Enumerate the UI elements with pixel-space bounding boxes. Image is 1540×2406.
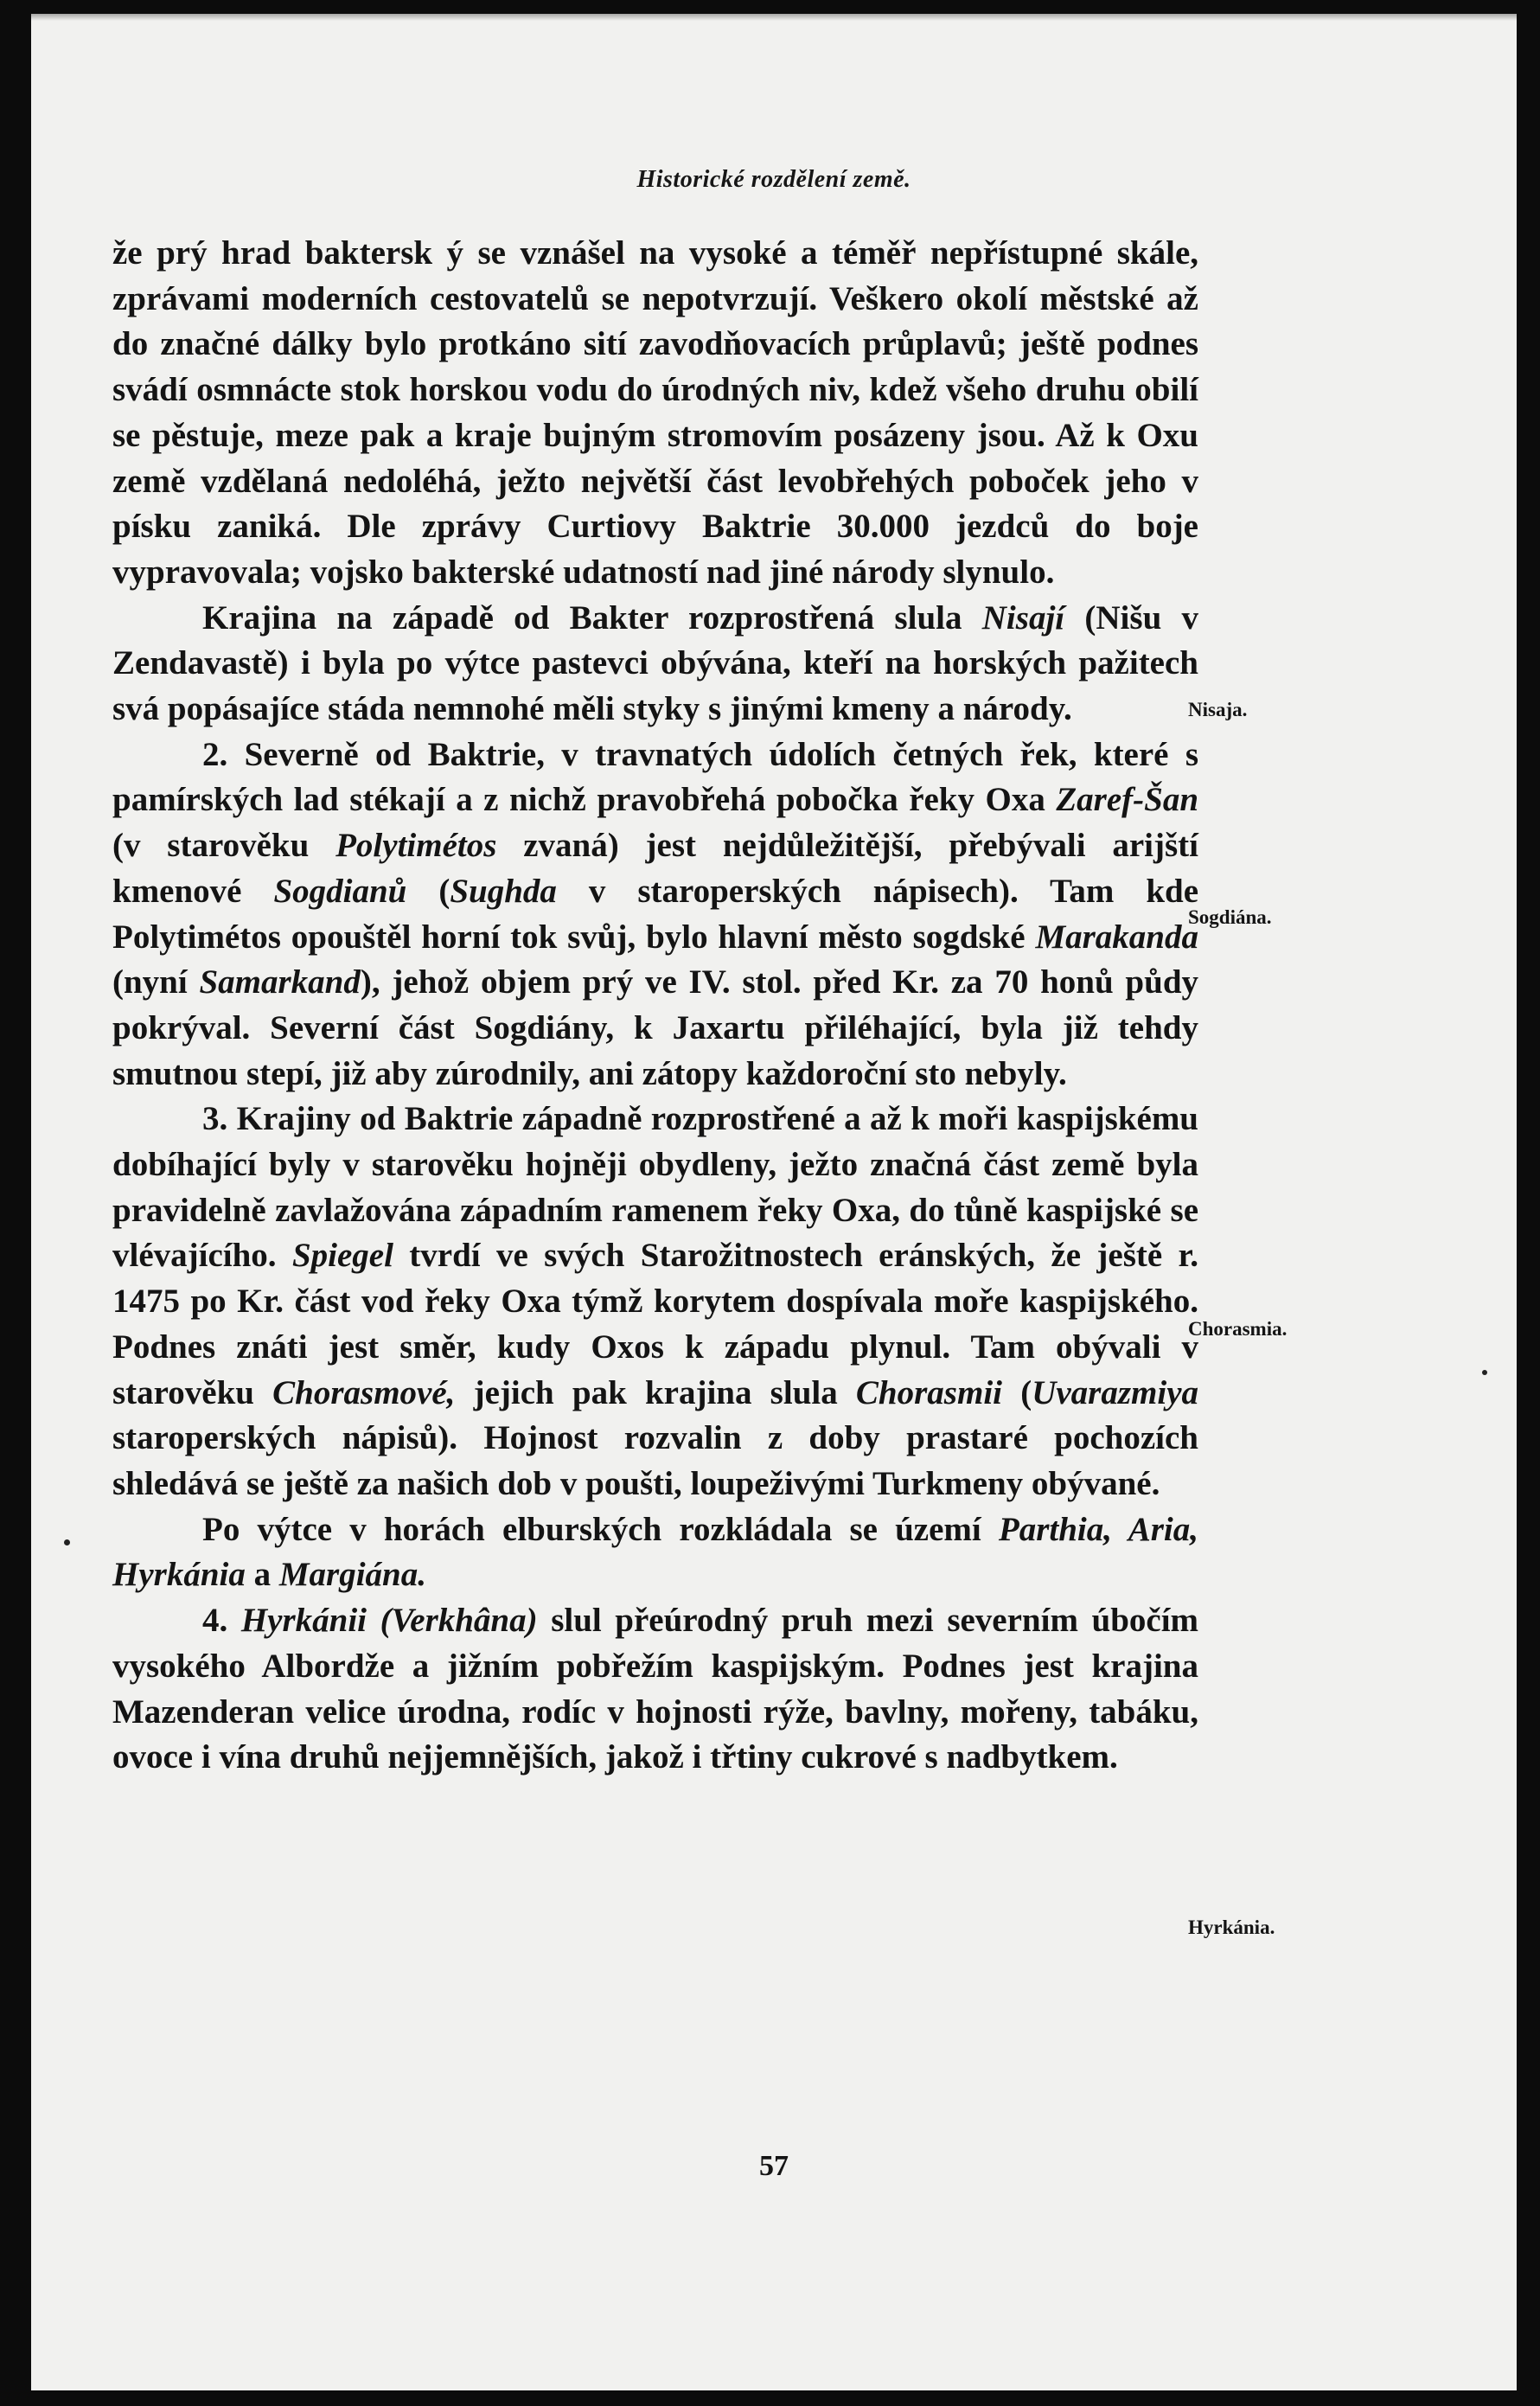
page-number: 57 [759, 2150, 789, 2182]
term-polytimetos: Polytimétos [335, 827, 497, 865]
term-margiana: Margiána. [278, 1556, 426, 1594]
body-text [112, 231, 1198, 1781]
paragraph-sogdiana: 2. Severně od Baktrie, v travnatých údolích četných řek, které s pamírských lad stékají a z nichž pravobřehá pobočka řeky Oxa Zaref-Šan (v starověku Polytimétos zvaná) jest nejdůležitější, přebývali arijští kmenové Sogdianů (Sughda v staroperských nápisech). Tam kde Polytimétos opouštěl horní tok svůj, bylo hlavní město sogdské Marakanda (nyní Samarkand), jehož objem prý ve IV. stol. před Kr. za 70 honů půdy pokrýval. Severní část Sogdiány, k Jaxartu přiléhající, byla již tehdy smutnou stepí, již aby zúrodnily, ani zátopy každoroční sto nebyly. [112, 735, 1199, 1092]
print-speck [1482, 1370, 1487, 1375]
term-marakanda: Marakanda [1035, 918, 1198, 956]
term-samarkand: Samarkand [199, 963, 361, 1001]
margin-note-nisaja: Nisaja. [1188, 699, 1248, 720]
paragraph-elburs: Po výtce v horách elburských rozkládala se území Parthia, Aria, Hyrkánia a Margiána. [112, 1510, 1198, 1594]
paragraph-baktra-continued: že prý hrad baktersk ý se vznášel na vysoké a téměř nepřístupné skále, zprávami moderních cestovatelů se nepotvrzují. Veškero okolí městské až do značné dálky bylo protkáno sití zavodňovacích průplavů; ještě podnes svádí osmnácte stok horskou vodu do úrodných niv, kdež všeho druhu obilí se pěstuje, meze pak a kraje bujným stromovím posázeny jsou. Až k Oxu země vzdělaná nedoléhá, ježto největší část levobřehých poboček jeho v písku zaniká. Dle zprávy Curtiovy Baktrie 30.000 jezdců do boje vypravovala; vojsko bakterské udatností nad jiné národy slynulo. [112, 234, 1198, 591]
paragraph-chorasmia: 3. Krajiny od Baktrie západně rozprostřené a až k moři kaspijskému dobíhající byly v starověku hojněji obydleny, ježto značná část země byla pravidelně zavlažována západním ramenem řeky Oxa, do tůně kaspijské se vlévajícího. Spiegel tvrdí ve svých Starožitnostech eránských, že ještě r. 1475 po Kr. část vod řeky Oxa týmž korytem dospívala moře kaspijského. Podnes znáti jest směr, kudy Oxos k západu plynul. Tam obývali v starověku Chorasmové, jejich pak krajina slula Chorasmii (Uvarazmiya staroperských nápisů). Hojnost rozvalin z doby prastaré pochozích shledává se ještě za našich dob v poušti, loupeživými Turkmeny obývané. [112, 1100, 1199, 1502]
term-chorasmove: Chorasmové, [272, 1373, 456, 1411]
margin-note-chorasmia: Chorasmia. [1188, 1318, 1288, 1340]
book-page [31, 14, 1517, 2390]
term-uvarazmiya: Uvarazmiya [1032, 1373, 1198, 1411]
term-nisaji: Nisají [981, 598, 1065, 637]
term-sughda: Sughda [450, 872, 557, 910]
print-speck [64, 1539, 70, 1545]
term-parthia-aria-hyrkania: Parthia, Aria, Hyrkánia [112, 1510, 1198, 1594]
paragraph-nisaja: Krajina na západě od Bakter rozprostřená slula Nisají (Nišu v Zendavastě) i byla po výtce pastevci obývána, kteří na horských pažitech svá popásajíce stáda nemnohé měli styky s jinými kmeny a národy. [112, 598, 1199, 728]
margin-note-sogdiana: Sogdiána. [1188, 906, 1272, 928]
term-sogdianu: Sogdianů [273, 872, 407, 910]
term-hyrkanii: Hyrkánii (Verkhâna) [240, 1602, 538, 1640]
paragraph-hyrkania: 4. Hyrkánii (Verkhâna) slul přeúrodný pruh mezi severním úbočím vysokého Albordže a jižním pobřežím kaspijským. Podnes jest krajina Mazenderan velice úrodna, rodíc v hojnosti rýže, bavlny, mořeny, tabáku, ovoce i vína druhů nejjemnějších, jakož i třtiny cukrové s nadbytkem. [112, 1602, 1199, 1776]
term-chorasmii: Chorasmii [855, 1373, 1002, 1411]
margin-note-hyrkania: Hyrkánia. [1188, 1916, 1275, 1938]
term-zaref-san: Zaref-Šan [1056, 781, 1199, 819]
running-header: Historické rozdělení země. [636, 166, 911, 193]
term-spiegel: Spiegel [291, 1237, 393, 1275]
